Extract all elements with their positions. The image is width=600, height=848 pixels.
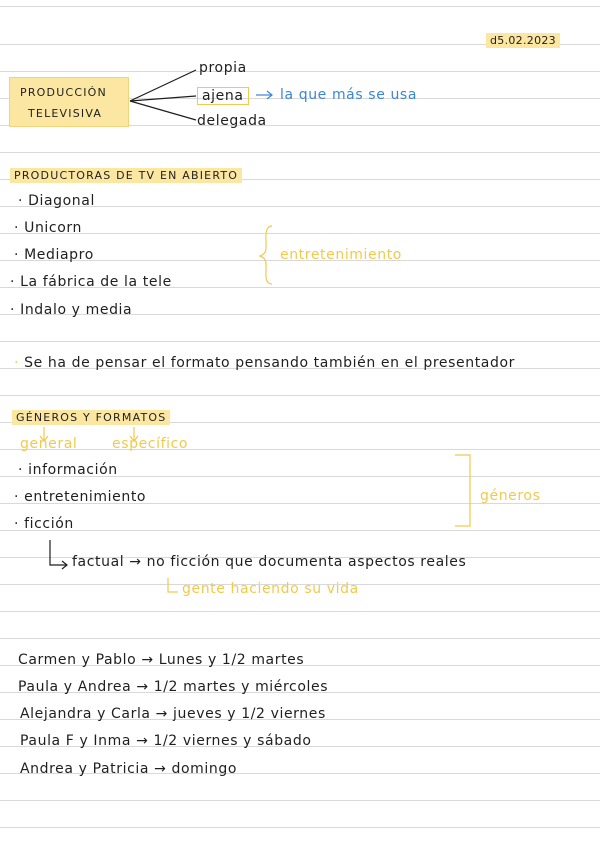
producer-item: · La fábrica de la tele [10, 274, 172, 290]
producer-item: · Diagonal [18, 193, 95, 209]
genres-brace-label: géneros [480, 488, 541, 504]
genres-sub-specific: específico [112, 436, 189, 452]
genres-heading: GÉNEROS Y FORMATOS [12, 410, 170, 425]
schedule-row: Paula y Andrea → 1/2 martes y miércoles [18, 679, 329, 695]
production-title-line2: TELEVISIVA [28, 107, 103, 120]
date-label: d5.02.2023 [486, 33, 560, 48]
schedule-row: Carmen y Pablo → Lunes y 1/2 martes [18, 652, 305, 668]
producer-item: · Mediapro [14, 247, 94, 263]
producer-item: · Unicorn [14, 220, 82, 236]
production-note: la que más se usa [280, 87, 418, 103]
schedule-row: Paula F y Inma → 1/2 viernes y sábado [20, 733, 312, 749]
branch-propia: propia [199, 60, 247, 76]
schedule-row: Alejandra y Carla → jueves y 1/2 viernes [20, 706, 326, 722]
schedule-row: Andrea y Patricia → domingo [20, 761, 237, 777]
genre-item: · ficción [14, 516, 74, 532]
producers-heading: PRODUCTORAS DE TV EN ABIERTO [10, 168, 242, 183]
genres-sub-general: general [20, 436, 78, 452]
factual-line: factual → no ficción que documenta aspectos reales [72, 554, 467, 570]
producers-note: · Se ha de pensar el formato pensando también en el presentador [14, 355, 515, 371]
branch-delegada: delegada [197, 113, 267, 129]
producers-brace-label: entretenimiento [280, 247, 402, 263]
branch-ajena: ajena [197, 87, 249, 105]
producer-item: · Indalo y media [10, 302, 133, 318]
production-title-line1: PRODUCCIÓN [20, 86, 107, 99]
factual-sub: gente haciendo su vida [182, 581, 359, 597]
genre-item: · entretenimiento [14, 489, 147, 505]
genre-item: · información [18, 462, 118, 478]
